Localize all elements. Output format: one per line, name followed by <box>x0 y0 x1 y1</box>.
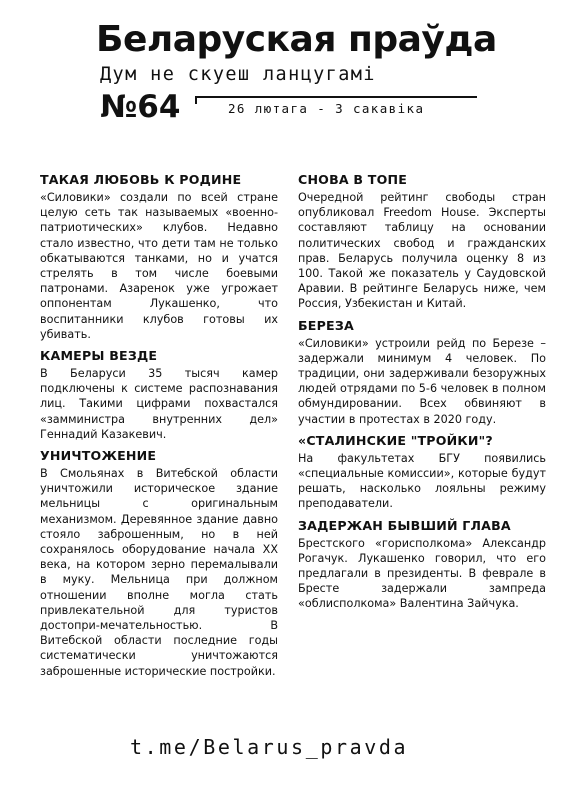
right-column <box>298 170 546 616</box>
issue-divider-tick <box>195 96 197 104</box>
issue-number: №64 <box>100 89 181 125</box>
article-headline: КАМЕРЫ ВЕЗДЕ <box>40 348 158 364</box>
article-cameras-everywhere <box>40 346 278 442</box>
article-headline: ТАКАЯ ЛЮБОВЬ К РОДИНЕ <box>40 172 242 187</box>
article-headline: ЗАДЕРЖАН БЫВШИЙ ГЛАВА <box>298 517 511 533</box>
article-body: В Смольянах в Витебской области уничтожили историческое здание мельницы с оригинальным механизмом. Деревянное здание давно стояло заброшенным, но в ней сохранялось оборудование начала XX века, на котором зерно перемалывали в муку. Мельница при должном отношении вполне могла стать привлекательной для туристов достопри-мечательностью. В Витебской области последние годы систематически уничтожаются заброшенные исторические постройки. <box>40 467 278 678</box>
article-body: Брестского «горисполкома» Александр Рогачук. Лукашенко говорил, что его предлагали в президенты. В феврале в Бресте задержали зампреда «облисполкома» Валентина Зайчука. <box>298 536 546 611</box>
issue-divider-line <box>195 96 477 98</box>
article-body: На факультетах БГУ появились «специальные комиссии», которые будут решать, насколько лояльны режиму преподаватели. <box>298 451 546 511</box>
newspaper-title: Беларуская праўда <box>96 19 497 60</box>
article-headline: СНОВА В ТОПЕ <box>298 172 408 187</box>
article-headline: БЕРЕЗА <box>298 317 354 333</box>
article-stalin-troikas <box>298 431 546 512</box>
telegram-channel-link[interactable]: t.me/Belarus_pravda <box>130 735 409 759</box>
article-body: Очередной рейтинг свободы стран опубликовал Freedom House. Эксперты составляют таблицу на основании политических свобод и гражданских прав. Беларусь получила оценку 8 из 100. Такой же показатель у Саудовской Аравии. В рейтинге Беларусь ниже, чем Россия, Узбекистан и Китай. <box>298 191 546 311</box>
article-freedom-rating <box>298 170 546 312</box>
newspaper-slogan: Дум не скуеш ланцугамі <box>100 64 376 85</box>
article-bereza <box>298 316 546 427</box>
left-column <box>40 170 278 683</box>
article-headline: «СТАЛИНСКИЕ "ТРОЙКИ"? <box>298 432 493 448</box>
issue-date-range: 26 лютага - 3 сакавіка <box>228 101 425 116</box>
article-body: «Силовики» создали по всей стране целую сеть так называемых «военно-патриотических» клубов. Недавно стало известно, что дети там не только обкатываются танками, но и учатся стрелять в том числе боевыми патронами. Азаренок уже угрожает оппонентам Лукашенко, что воспитанники клубов готовы их убивать. <box>40 191 278 341</box>
article-body: «Силовики» устроили рейд по Березе – задержали минимум 4 человек. По традиции, они задерживали безоружных людей отрядами по 5-6 человек в полном обмундировании. Всех обвиняют в участии в протестах в 2020 году. <box>298 336 546 426</box>
article-love-for-motherland <box>40 170 278 342</box>
article-headline: УНИЧТОЖЕНИЕ <box>40 448 157 464</box>
article-destruction <box>40 446 278 679</box>
article-body: В Беларуси 35 тысяч камер подключены к системе распознавания лиц. Такими цифрами похвастался «замминистра внутренних дел» Геннадий Казакевич. <box>40 367 278 441</box>
article-former-head-detained <box>298 516 546 612</box>
